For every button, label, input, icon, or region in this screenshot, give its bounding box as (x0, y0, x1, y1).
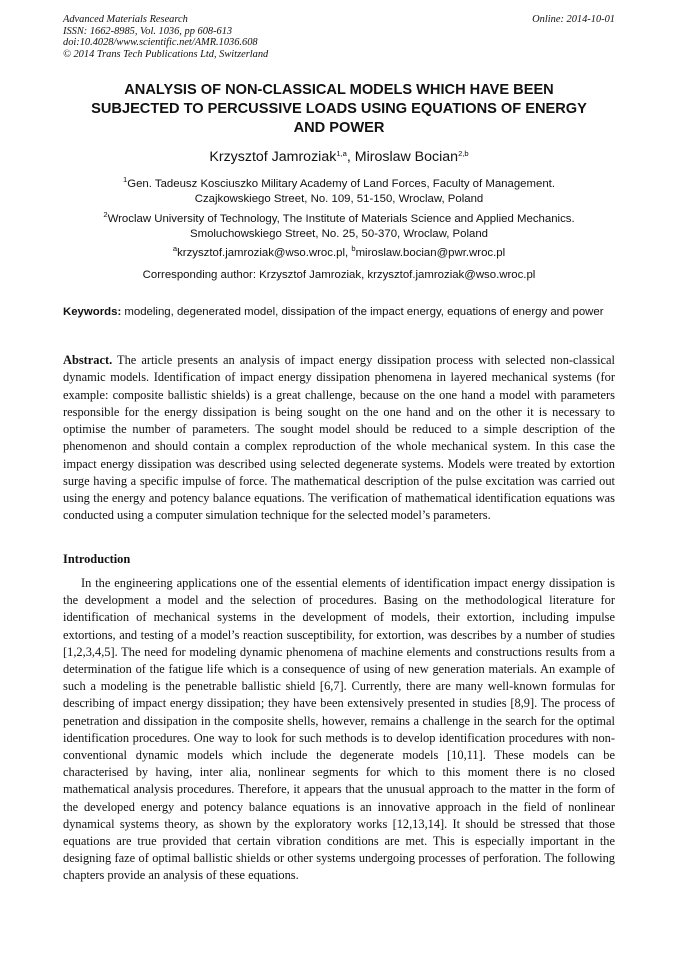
keywords-label: Keywords: (63, 306, 122, 318)
journal-name: Advanced Materials Research (63, 14, 188, 25)
introduction-heading: Introduction (63, 552, 131, 566)
abstract-text: The article presents an analysis of impact energy dissipation process with selected non-classical dynamic models. Identification of impact energy dissipation phenomena in layered mechanical systems (for example: composite ballistic shields) is a great challenge, because on the one hand a model with parameters responsible for the energy dissipation is being sought on the one hand and on the other it is necessary to optimise the number of parameters. The sought model should be reduced to a simple description of the phenomenon and should contain a complex reproduction of the whole mechanical system. In this case the impact energy dissipation was described using selected degenerate systems. Models were treated by extortion surge having a specific impulse of force. The mathematical description of the pulse excitation was carried out using the energy and potency balance equations. The verification of mathematical identification equations was conducted using a computer simulation technique for the selected model’s parameters. (63, 353, 615, 523)
abstract-label: Abstract. (63, 353, 113, 367)
corresponding-author: Corresponding author: Krzysztof Jamroziak, krzysztof.jamroziak@wso.wroc.pl (142, 269, 536, 281)
keywords (63, 305, 615, 320)
copyright-line: © 2014 Trans Tech Publications Ltd, Switzerland (63, 48, 269, 60)
email-b[interactable]: miroslaw.bocian@pwr.wroc.pl (355, 247, 506, 259)
author-2-sup: 2,b (458, 149, 469, 158)
affiliation-1-line-2: Czajkowskiego Street, No. 109, 51-150, Wroclaw, Poland (194, 193, 484, 206)
affiliation-1-sup: 1 (122, 175, 128, 184)
author-1-sup: 1,a (336, 149, 347, 158)
affiliation-2-sup: 2 (103, 210, 108, 219)
abstract (63, 352, 615, 525)
paper-title (63, 81, 615, 137)
affiliation-2-line-2: Smoluchowskiego Street, No. 25, 50-370, Wroclaw, Poland (189, 228, 488, 241)
affiliation-1-line-1: Gen. Tadeusz Kosciuszko Military Academy of Land Forces, Faculty of Management. (127, 178, 555, 190)
email-line (63, 246, 615, 261)
author-separator: , (346, 149, 355, 165)
journal-header (63, 14, 615, 60)
affiliation-1 (63, 177, 615, 207)
author-1: Krzysztof Jamroziak (209, 149, 337, 165)
email-b-sup: b (351, 244, 356, 253)
title-line-1: ANALYSIS OF NON-CLASSICAL MODELS WHICH HAVE BEEN (124, 82, 554, 98)
online-date: Online: 2014-10-01 (532, 14, 615, 25)
keywords-text: modeling, degenerated model, dissipation of the impact energy, equations of energy and power (121, 306, 604, 318)
affiliation-2 (63, 212, 615, 242)
email-a-sup: a (172, 244, 178, 253)
author-list (63, 148, 615, 166)
affiliation-2-line-1: Wroclaw University of Technology, The Institute of Materials Science and Applied Mechanics. (107, 213, 575, 225)
doi-line: doi:10.4028/www.scientific.net/AMR.1036.608 (63, 37, 258, 49)
introduction-body: In the engineering applications one of the essential elements of identification impact energy dissipation is the development a model and the selection of procedures. Basing on the methodological literature for identification of mechanical systems in the development of models, their extortion, including impulse extortions, and testing of a model’s reaction susceptibility, for extortion, was describes by a number of studies [1,2,3,4,5]. The need for modeling dynamic phenomena of machine elements and constructions results from a determination of the fatigue life which is a consequence of using of new generation materials. An example of such a modeling is the penetrable ballistic shield [6,7]. Currently, there are many well-known formulas for describing of impact energy dissipation; they have been extensively presented in studies [8,9]. The process of penetration and dissipation in the composite shells, however, remains a challenge in the search for the optimal identification procedures. One way to look for such methods is to develop identification procedures with non-conventional dynamic models which include the degenerate models [10,11]. These models can be characterised by having, inter alia, nonlinear segments for which to this moment there is no closed mathematical analysis procedures. Therefore, it appears that the unusual approach to the matter in the form of the developed energy and potency balance equations is an innovative approach in the field of nonlinear dynamical systems theory, as shown by the exploratory works [12,13,14]. It should be stressed that those equations are true provided that certain vibration conditions are met. This is especially important in the designing faze of optimal ballistic shields or other systems undergoing processes of perforation. The following chapters provide an analysis of these equations. (63, 576, 615, 883)
title-line-3: AND POWER (293, 119, 385, 136)
issn-line: ISSN: 1662-8985, Vol. 1036, pp 608-613 (63, 25, 233, 37)
title-line-2: SUBJECTED TO PERCUSSIVE LOADS USING EQUATIONS OF ENERGY (91, 100, 587, 117)
email-a[interactable]: krzysztof.jamroziak@wso.wroc.pl, (177, 247, 352, 259)
author-2: Miroslaw Bocian (354, 149, 459, 165)
